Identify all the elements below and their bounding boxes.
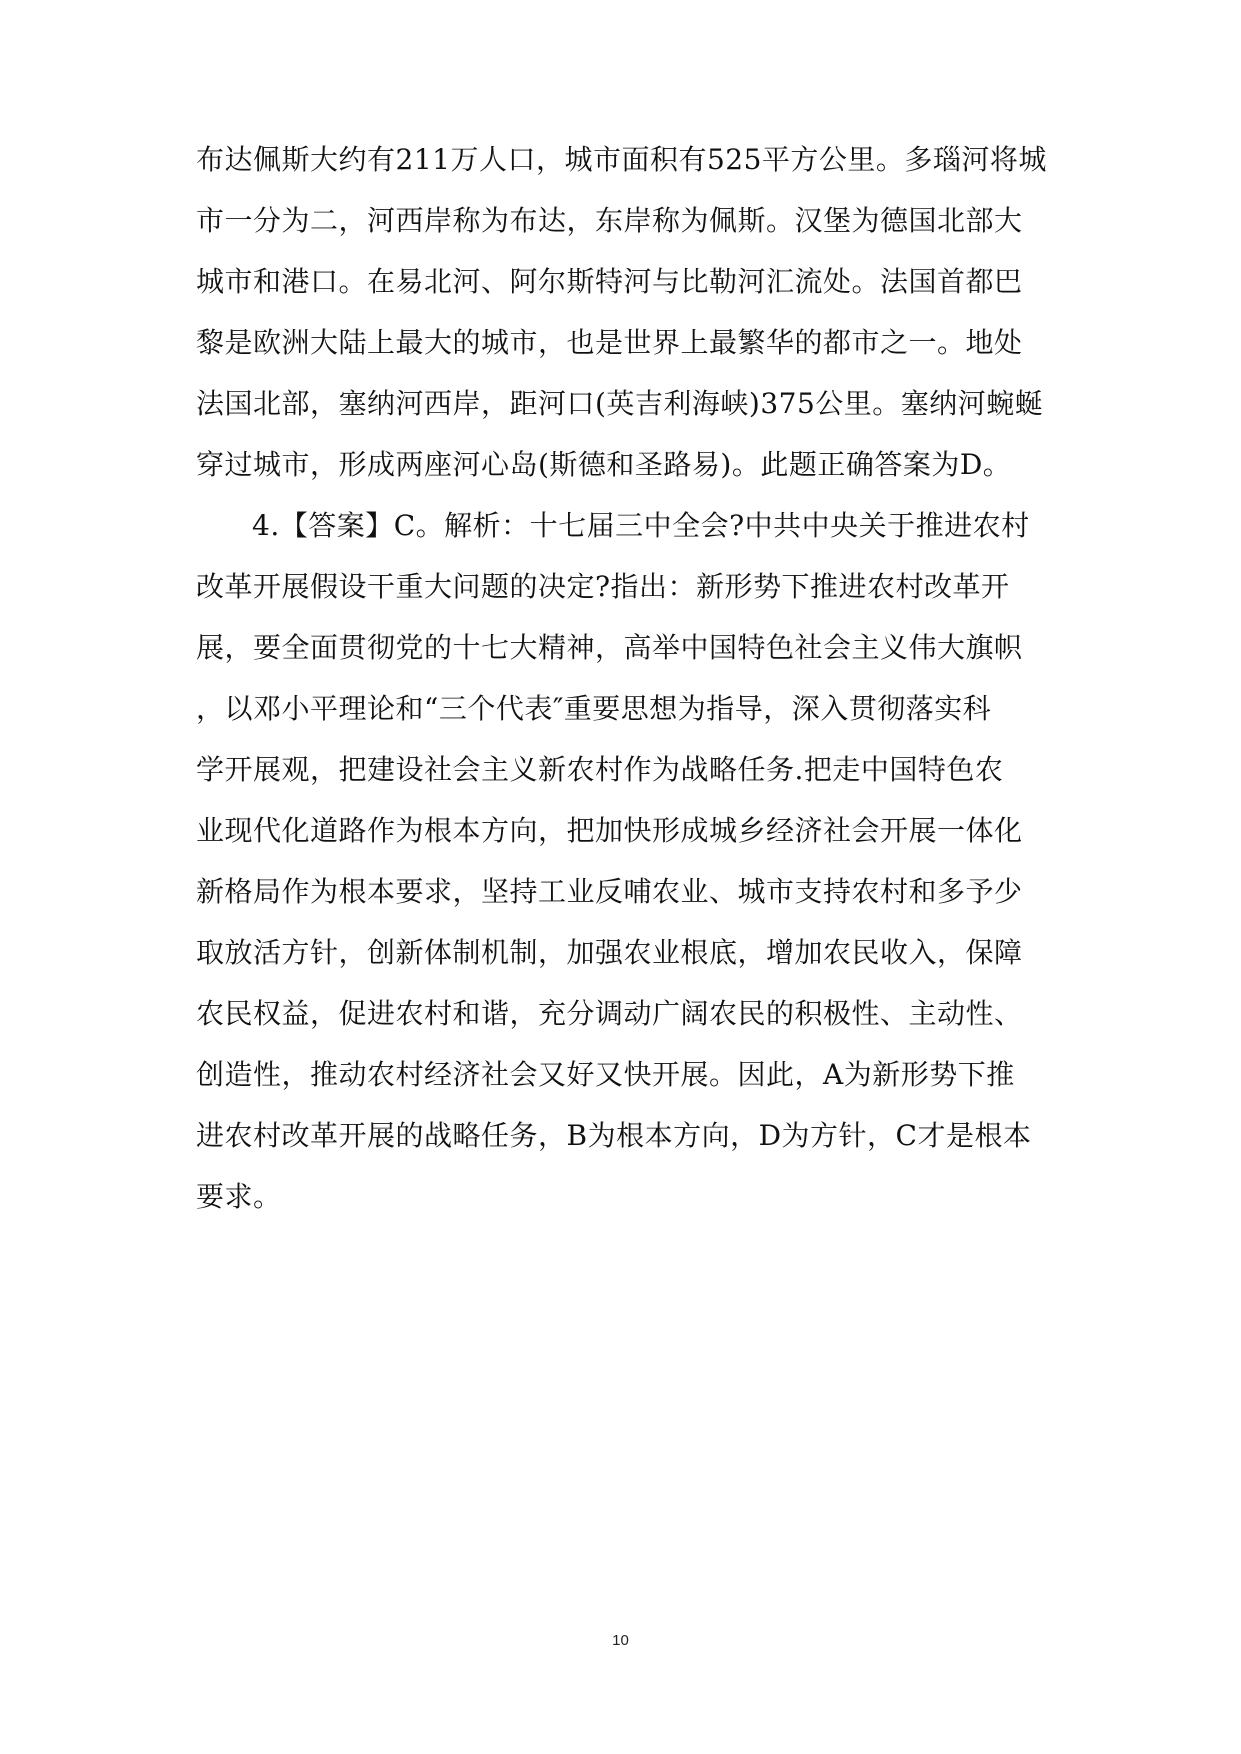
text-line: 穿过城市，形成两座河心岛(斯德和圣路易)。此题正确答案为D。 (196, 448, 1012, 481)
text-line: 法国北部，塞纳河西岸，距河口(英吉利海峡)375公里。塞纳河蜿蜒 (196, 387, 1044, 420)
text-line: 市一分为二，河西岸称为布达，东岸称为佩斯。汉堡为德国北部大 (196, 204, 1023, 237)
text-line: 改革开展假设干重大问题的决定?指出：新形势下推进农村改革开 (196, 570, 1010, 603)
page-number: 10 (612, 1632, 629, 1649)
text-line: 布达佩斯大约有211万人口，城市面积有525平方公里。多瑙河将城 (196, 143, 1047, 176)
text-line: 创造性，推动农村经济社会又好又快开展。因此，A为新形势下推 (196, 1058, 1015, 1091)
text-line: 学开展观，把建设社会主义新农村作为战略任务.把走中国特色农 (196, 753, 1004, 786)
text-line: 展，要全面贯彻党的十七大精神，高举中国特色社会主义伟大旗帜 (196, 631, 1023, 664)
text-line: 城市和港口。在易北河、阿尔斯特河与比勒河汇流处。法国首都巴 (196, 265, 1023, 298)
text-line: 进农村改革开展的战略任务，B为根本方向，D为方针，C才是根本 (196, 1119, 1032, 1152)
text-line: 新格局作为根本要求，坚持工业反哺农业、城市支持农村和多予少 (196, 875, 1023, 908)
text-line: 业现代化道路作为根本方向，把加快形成城乡经济社会开展一体化 (196, 814, 1023, 847)
text-line: ，以邓小平理论和“三个代表″重要思想为指导，深入贯彻落实科 (196, 692, 992, 725)
text-line: 要求。 (196, 1180, 282, 1213)
answer-heading-line: 4.【答案】C。解析：十七届三中全会?中共中央关于推进农村 (252, 509, 1030, 542)
text-line: 农民权益，促进农村和谐，充分调动广阔农民的积极性、主动性、 (196, 997, 1023, 1030)
text-line: 黎是欧洲大陆上最大的城市，也是世界上最繁华的都市之一。地处 (196, 326, 1023, 359)
text-line: 取放活方针，创新体制机制，加强农业根底，增加农民收入，保障 (196, 936, 1023, 969)
